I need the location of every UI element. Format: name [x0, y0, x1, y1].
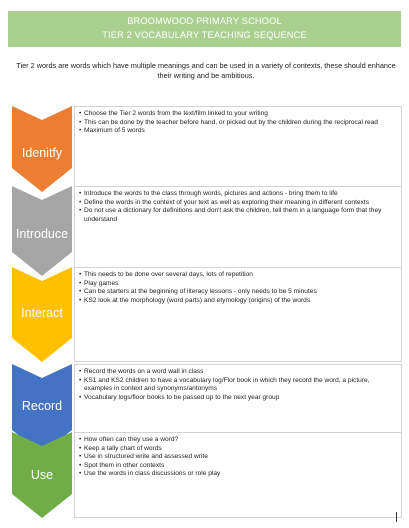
bullet-item: • This can be done by the teacher before hand, or picked out by the children during the reciprocal read [79, 119, 397, 128]
bullet-item: • KS2 look at the morphology (word parts) and etymology (origins) of the words [79, 297, 397, 306]
document-title: TIER 2 VOCABULARY TEACHING SEQUENCE [102, 29, 307, 40]
step-label: Record [21, 399, 63, 413]
document-header [8, 11, 401, 47]
text-cursor [396, 512, 397, 522]
bullet-item: • Do not use a dictionary for definitions and don't ask the children, tell them in a language form that they understand [79, 207, 397, 224]
school-name: BROOMWOOD PRIMARY SCHOOL [127, 16, 282, 26]
bullet-item: • Choose the Tier 2 words from the text/film linked to your writing [79, 110, 397, 119]
bullet-item: • Maximum of 5 words [79, 127, 397, 136]
bullet-item: • Play games [79, 280, 397, 289]
step-details [74, 432, 402, 518]
step-label: Idenitfy [21, 146, 63, 160]
bullet-item: • Can be starters at the beginning of literacy lessons - only needs to be 5 minutes [79, 288, 397, 297]
bullet-item: • Keep a tally chart of words [79, 445, 397, 454]
step-details [74, 267, 402, 362]
bullet-item: • How often can they use a word? [79, 436, 397, 445]
bullet-item: • This needs to be done over several days, lots of repetition [79, 271, 397, 280]
step-identify [12, 106, 402, 192]
bullet-item: • Spot them in other contexts [79, 462, 397, 471]
step-interact [12, 267, 402, 362]
step-label: Interact [21, 306, 63, 320]
bullet-item: • Use in structured write and assessed write [79, 453, 397, 462]
intro-paragraph: Tier 2 words are words which have multiple meanings and can be used in a variety of contexts, these should enhance their writing and be ambitious. [16, 61, 396, 80]
bullet-item: • KS1 and KS2 children to have a vocabulary log/Flor book in which they record the word, a picture, examples in context and synonyms/antonyms [79, 377, 397, 394]
bullet-item: • Vocabulary logs/floor books to be passed up to the next year group [79, 394, 397, 403]
step-details [74, 186, 402, 276]
bullet-item: • Record the words on a word wall in class [79, 368, 397, 377]
step-use [12, 432, 402, 518]
bullet-item: • Define the words in the context of your text as well as exploring their meaning in different contexts [79, 199, 397, 208]
step-label: Use [30, 468, 54, 482]
step-details [74, 106, 402, 192]
step-label: Introduce [15, 227, 69, 241]
bullet-item: • Use the words in class discussions or role play [79, 470, 397, 479]
step-introduce [12, 186, 402, 276]
bullet-item: • Introduce the words to the class through words, pictures and actions - bring them to life [79, 190, 397, 199]
